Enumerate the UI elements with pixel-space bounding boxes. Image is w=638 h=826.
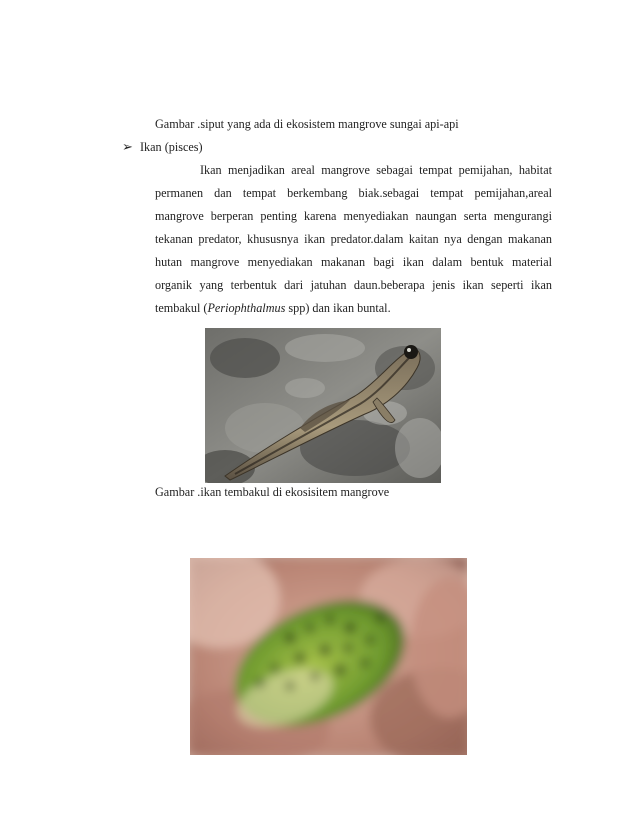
paragraph-line-7	[155, 300, 391, 316]
section-heading: Ikan (pisces)	[140, 140, 203, 154]
caption-mudskipper-image: Gambar .ikan tembakul di ekosisitem mangrove	[155, 485, 390, 499]
caption-snail-image: Gambar .siput yang ada di ekosistem mangrove sungai api-api	[155, 117, 459, 131]
paragraph-line-2: permanen dan tempat berkembang biak.sebagai tempat pemijahan,areal	[155, 186, 552, 200]
paragraph-line-6: organik yang terbentuk dari jatuhan daun.beberapa jenis ikan seperti ikan	[155, 278, 552, 292]
paragraph-line-4: tekanan predator, khususnya ikan predator.dalam kaitan nya dengan makanan	[155, 232, 552, 246]
pufferfish-photo	[190, 558, 467, 755]
bullet-arrow-icon: ➢	[122, 139, 133, 154]
paragraph-line-5: hutan mangrove menyediakan makanan bagi ikan dalam bentuk material	[155, 255, 552, 269]
mudskipper-photo	[205, 328, 441, 483]
paragraph-line-1: Ikan menjadikan areal mangrove sebagai tempat pemijahan, habitat	[200, 163, 552, 177]
paragraph-line-3: mangrove berperan penting karena menyediakan naungan serta mengurangi	[155, 209, 552, 223]
last-line-before: tembakul (	[155, 301, 208, 315]
species-name-italic: Periophthalmus	[207, 301, 286, 315]
last-line-after: spp) dan ikan buntal.	[285, 301, 391, 315]
